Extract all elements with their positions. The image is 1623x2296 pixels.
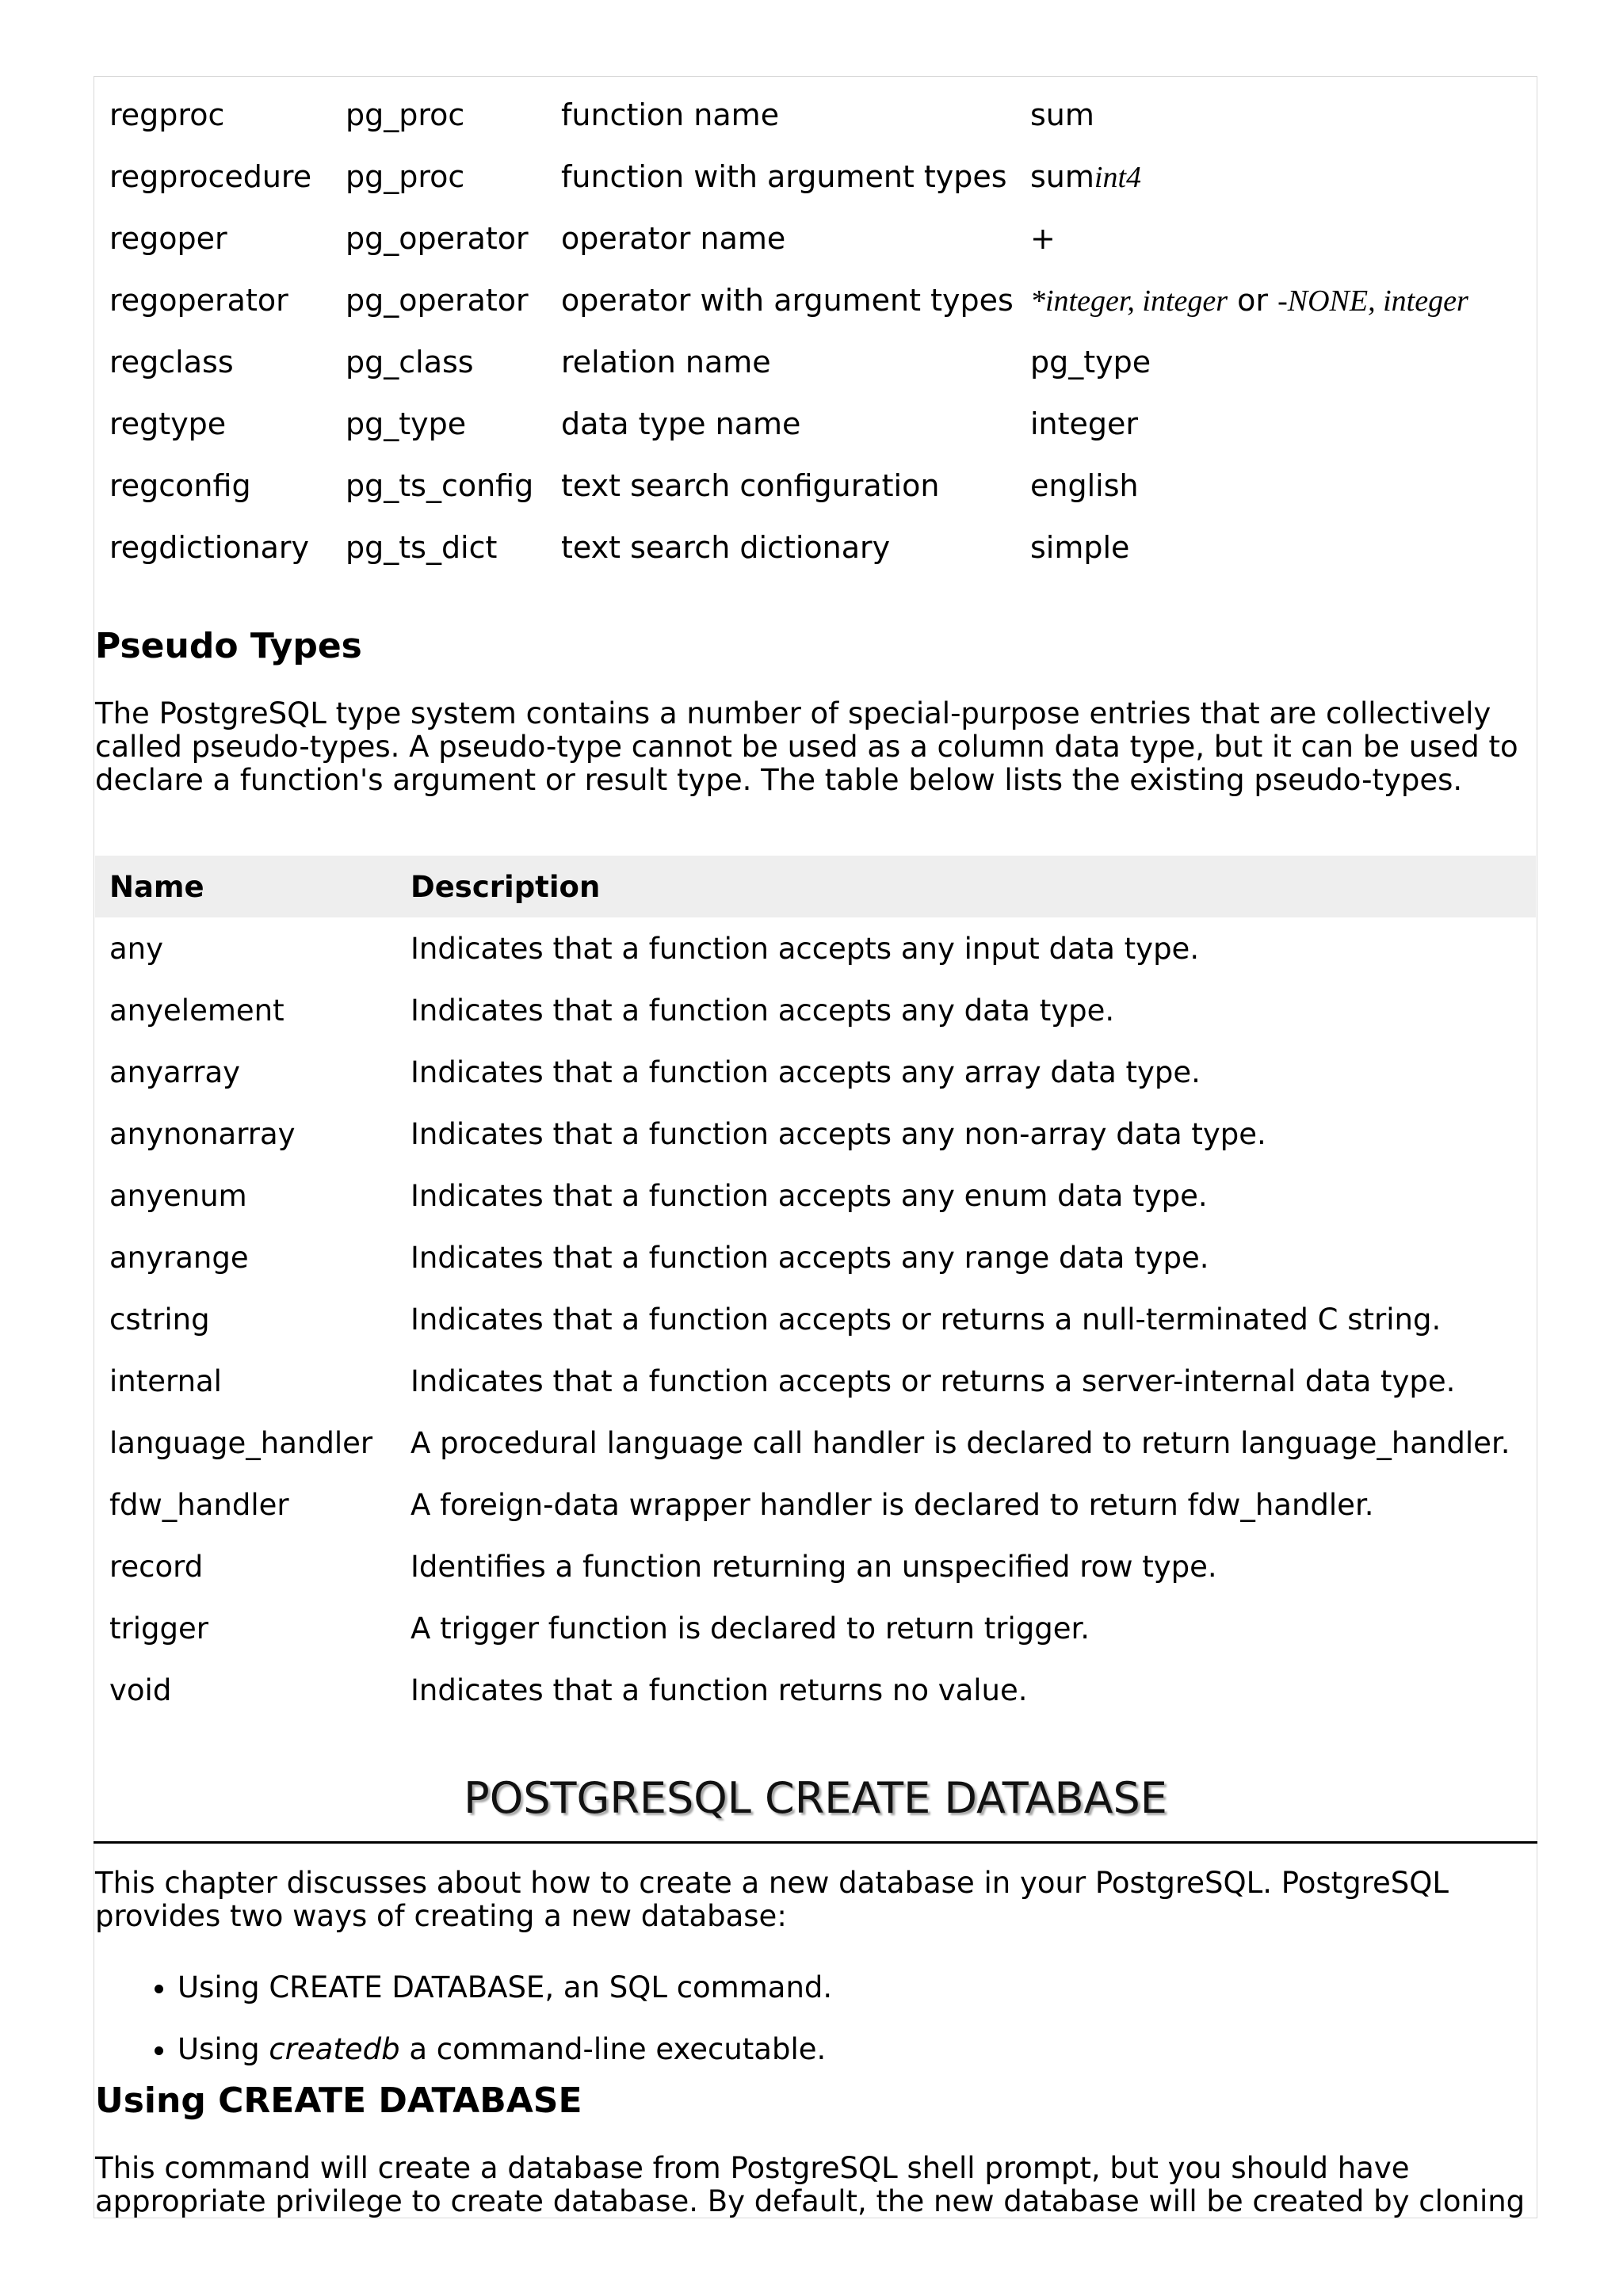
object-identifier-types-table — [95, 84, 1468, 578]
table-header-row — [95, 856, 1536, 917]
list-item-text: a command-line executable. — [399, 2032, 827, 2066]
type-description: operator with argument types — [561, 283, 1014, 318]
table-row — [95, 1103, 1536, 1165]
table-row — [95, 1041, 1536, 1103]
type-name: regoper — [109, 221, 227, 256]
type-description: text search configuration — [561, 468, 940, 503]
pseudo-type-description: A trigger function is declared to return trigger. — [411, 1611, 1090, 1646]
pseudo-type-description: Indicates that a function accepts any input data type. — [411, 931, 1200, 966]
example-italic-text: -NONE, integer — [1277, 284, 1468, 318]
list-item — [178, 2019, 832, 2081]
table-row — [95, 1597, 1536, 1659]
table-row — [95, 331, 1468, 393]
catalog-name: pg_ts_config — [346, 468, 534, 503]
type-name: regproc — [109, 97, 225, 132]
pseudo-type-name: record — [109, 1549, 204, 1584]
catalog-name: pg_operator — [346, 283, 529, 318]
table-row — [95, 1535, 1536, 1597]
pseudo-type-description: Indicates that a function accepts any non-array data type. — [411, 1116, 1266, 1151]
list-item-italic-text: createdb — [269, 2032, 400, 2066]
pseudo-type-name: language_handler — [109, 1425, 373, 1460]
pseudo-type-description: Indicates that a function accepts or returns a null-terminated C string. — [411, 1302, 1442, 1337]
pseudo-type-name: any — [109, 931, 164, 966]
type-description: text search dictionary — [561, 530, 891, 565]
pseudo-type-name: anyelement — [109, 993, 285, 1028]
pseudo-type-description: Indicates that a function accepts any data type. — [411, 993, 1115, 1028]
list-item-text: Using — [178, 2032, 269, 2066]
type-example: english — [1030, 468, 1139, 503]
pseudo-type-description: Indicates that a function accepts any enum data type. — [411, 1178, 1208, 1213]
example-text: or — [1228, 282, 1278, 318]
section-heading-pseudo-types: Pseudo Types — [95, 626, 362, 666]
table-row — [95, 455, 1468, 517]
type-name: regconfig — [109, 468, 251, 503]
pseudo-type-description: Indicates that a function accepts any range data type. — [411, 1240, 1209, 1275]
pseudo-type-description: A procedural language call handler is declared to return language_handler. — [411, 1425, 1510, 1460]
column-header-name: Name — [95, 856, 396, 917]
type-example: + — [1030, 221, 1056, 256]
table-row — [95, 269, 1468, 331]
creation-methods-list — [95, 1957, 832, 2081]
pseudo-type-name: void — [109, 1672, 172, 1707]
create-database-body: This command will create a database from PostgreSQL shell prompt, but you should have appropriate privilege to create database. By default, the new database will be created by cloning — [95, 2151, 1526, 2218]
table-row — [95, 1412, 1536, 1474]
table-row — [95, 84, 1468, 146]
table-row — [95, 1288, 1536, 1350]
type-name: regprocedure — [109, 159, 312, 194]
table-row — [95, 1350, 1536, 1412]
pseudo-type-name: cstring — [109, 1302, 210, 1337]
pseudo-types-intro: The PostgreSQL type system contains a number of special-purpose entries that are collectively called pseudo-types. A pseudo-type cannot be used as a column data type, but it can be used to declare a function's argument or result type. The table below lists the existing pseudo-types. — [95, 696, 1518, 797]
pseudo-type-name: anyenum — [109, 1178, 247, 1213]
example-italic-text: int4 — [1094, 160, 1142, 194]
type-name: regoperator — [109, 283, 288, 318]
chapter-title: POSTGRESQL CREATE DATABASE — [464, 1773, 1167, 1823]
table-row — [95, 1474, 1536, 1535]
type-description: relation name — [561, 345, 771, 379]
pseudo-type-description: Indicates that a function accepts or returns a server-internal data type. — [411, 1363, 1456, 1398]
type-name: regclass — [109, 345, 234, 379]
pseudo-type-description: Indicates that a function accepts any array data type. — [411, 1055, 1201, 1089]
catalog-name: pg_type — [346, 406, 467, 441]
table-row — [95, 517, 1468, 578]
pseudo-type-name: internal — [109, 1363, 222, 1398]
table-row — [95, 1226, 1536, 1288]
type-name: regtype — [109, 406, 227, 441]
pseudo-type-name: fdw_handler — [109, 1487, 289, 1522]
type-example: simple — [1030, 530, 1130, 565]
type-name: regdictionary — [109, 530, 310, 565]
column-header-description: Description — [396, 856, 1536, 917]
catalog-name: pg_proc — [346, 159, 465, 194]
type-description: operator name — [561, 221, 786, 256]
pseudo-type-name: anyarray — [109, 1055, 241, 1089]
pseudo-type-name: trigger — [109, 1611, 208, 1646]
type-description: function with argument types — [561, 159, 1007, 194]
table-row — [95, 917, 1536, 979]
type-description: data type name — [561, 406, 801, 441]
pseudo-type-description: Indicates that a function returns no value. — [411, 1672, 1028, 1707]
chapter-title-rule — [94, 1841, 1537, 1844]
table-row — [95, 208, 1468, 269]
type-example: sum — [1030, 97, 1094, 132]
pseudo-type-name: anyrange — [109, 1240, 249, 1275]
type-description: function name — [561, 97, 780, 132]
table-row — [95, 1659, 1536, 1721]
catalog-name: pg_class — [346, 345, 474, 379]
pseudo-type-name: anynonarray — [109, 1116, 296, 1151]
pseudo-types-table — [95, 856, 1536, 1721]
table-row — [95, 393, 1468, 455]
table-row — [95, 146, 1468, 208]
example-text: sum — [1030, 158, 1094, 194]
example-italic-text: *integer, integer — [1030, 284, 1228, 318]
table-row — [95, 979, 1536, 1041]
table-row — [95, 1165, 1536, 1226]
type-example: pg_type — [1030, 345, 1151, 379]
catalog-name: pg_operator — [346, 221, 529, 256]
list-item: • Using CREATE DATABASE, an SQL command. — [178, 1957, 832, 2019]
chapter-intro: This chapter discusses about how to create a new database in your PostgreSQL. PostgreSQL provides two ways of creating a new database: — [95, 1866, 1449, 1933]
section-heading-using-create-database: Using CREATE DATABASE — [95, 2081, 582, 2121]
type-example — [1016, 269, 1468, 331]
type-example — [1016, 146, 1468, 208]
catalog-name: pg_proc — [346, 97, 465, 132]
type-example: integer — [1030, 406, 1139, 441]
pseudo-type-description: A foreign-data wrapper handler is declared to return fdw_handler. — [411, 1487, 1374, 1522]
catalog-name: pg_ts_dict — [346, 530, 498, 565]
pseudo-type-description: Identifies a function returning an unspecified row type. — [411, 1549, 1217, 1584]
